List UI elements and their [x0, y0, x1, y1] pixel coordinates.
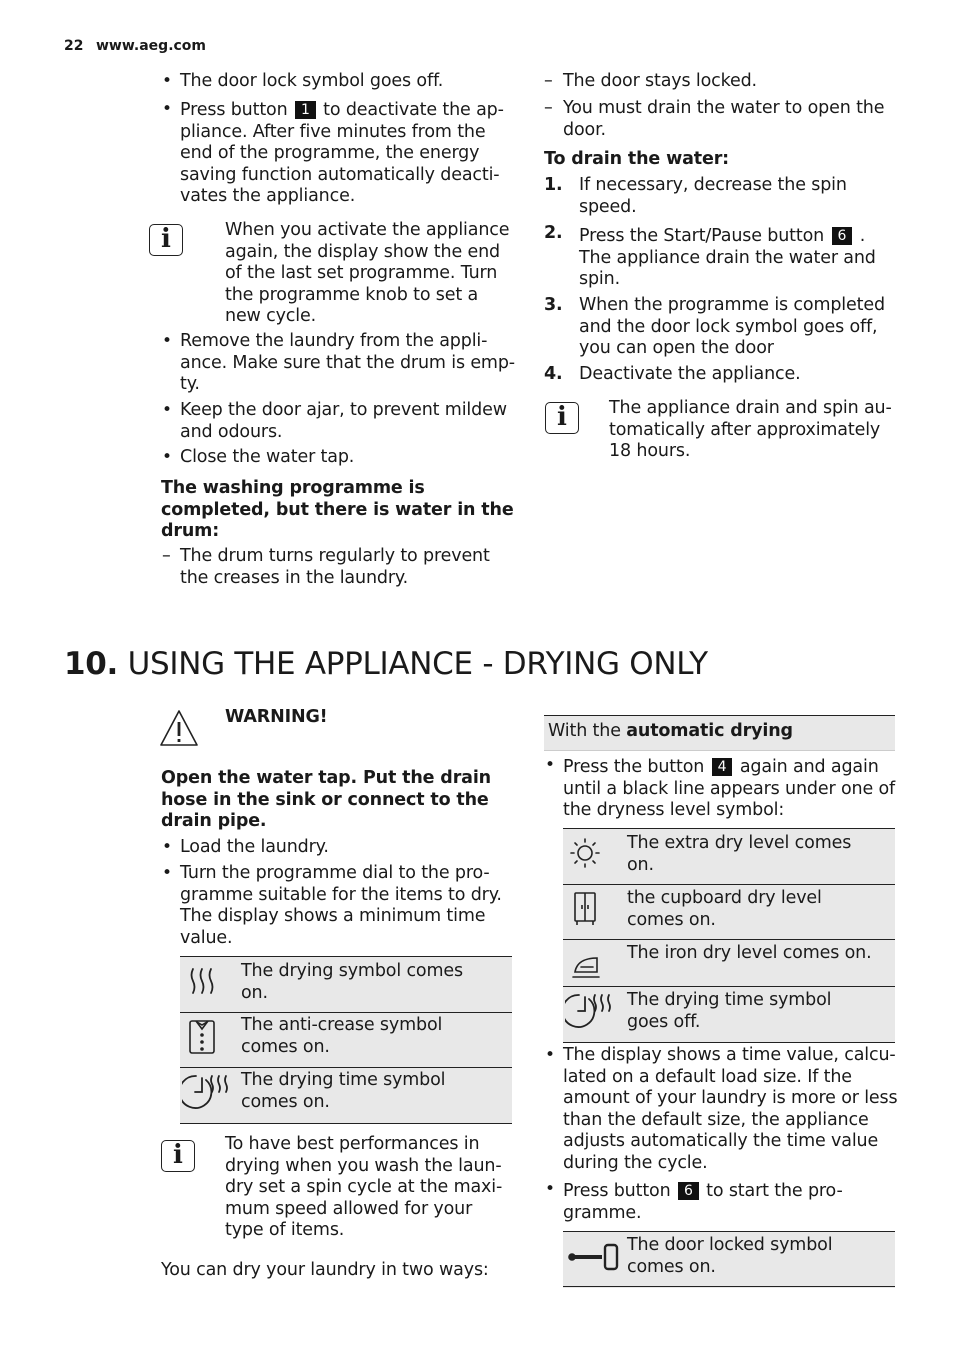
info-line: When you activate the appliance — [225, 220, 510, 240]
heading-line: drum: — [161, 521, 220, 541]
drain-step-1 — [579, 175, 847, 218]
drain-step-4: Deactivate the appliance. — [579, 364, 801, 384]
symbol-text — [241, 1015, 442, 1058]
warning-label: WARNING! — [225, 707, 328, 727]
drain-heading: To drain the water: — [544, 149, 730, 169]
dry-bullet-1: Load the laundry. — [180, 837, 329, 857]
bullet-line: value. — [180, 927, 233, 948]
step-line: The appliance drain the water and — [579, 247, 876, 268]
table-row — [180, 1012, 512, 1067]
drain-step-3 — [579, 295, 885, 360]
drying-time-icon — [565, 991, 613, 1031]
symbol-line: The drying time symbol — [627, 990, 832, 1010]
info-line: of the last set programme. Turn — [225, 263, 498, 283]
header-bold: automatic drying — [626, 721, 793, 741]
section-title — [64, 646, 708, 682]
symbol-line: The extra dry level comes — [627, 833, 852, 853]
header-text — [548, 721, 793, 743]
info-icon: i — [149, 224, 183, 256]
table-row — [563, 986, 895, 1043]
extra-dry-icon — [569, 837, 601, 869]
section-number: 10. — [64, 646, 119, 682]
symbol-text — [241, 961, 463, 1004]
cupboard-dry-icon — [572, 891, 598, 927]
symbol-text: The iron dry level comes on. — [627, 943, 872, 963]
symbol-line: comes on. — [241, 1091, 330, 1112]
door-locked-icon — [567, 1242, 621, 1272]
warning-line: Open the water tap. Put the drain — [161, 768, 491, 788]
table-row — [563, 939, 895, 986]
info-line: dry set a spin cycle at the maxi- — [225, 1177, 503, 1197]
info-note-1 — [225, 220, 515, 328]
info-line: again, the display show the end — [225, 241, 501, 262]
bullet-dot: • — [162, 837, 173, 857]
bullet-line: the dryness level symbol: — [563, 800, 785, 820]
info-note-3 — [225, 1134, 502, 1242]
dash-line: the creases in the laundry. — [180, 567, 409, 588]
info-line: mum speed allowed for your — [225, 1198, 473, 1219]
header-prefix: With the — [548, 721, 621, 741]
dry-ways-text: You can dry your laundry in two ways: — [161, 1260, 489, 1280]
button-4-key: 4 — [712, 758, 733, 776]
bullet-dot: • — [545, 1179, 556, 1199]
bullet-dot: • — [545, 1045, 556, 1065]
bullet-2-text: Press button — [180, 100, 288, 120]
auto-bullet-1 — [563, 757, 898, 822]
bullet-line: lated on a default load size. If the — [563, 1066, 852, 1087]
step-line: . — [859, 226, 866, 246]
bullet-line: until a black line appears under one of — [563, 778, 896, 799]
bullet-line: gramme suitable for the items to dry. — [180, 884, 502, 905]
bullet-2-text: end of the programme, the energy — [180, 143, 480, 163]
drain-step-2 — [579, 226, 899, 291]
symbol-text — [627, 1235, 832, 1278]
bullet-dot: • — [162, 863, 173, 883]
dash-line: The drum turns regularly to prevent — [180, 546, 490, 566]
symbol-text — [627, 833, 851, 876]
bullet-2-text: vates the appliance. — [180, 186, 356, 206]
button-1-key: 1 — [295, 101, 316, 119]
bullet-line: adjusts automatically the time value — [563, 1131, 879, 1151]
info-line: new cycle. — [225, 306, 317, 326]
site-url: www.aeg.com — [96, 38, 207, 54]
warning-icon — [159, 709, 199, 747]
bullet-line: amount of your laundry is more or less — [563, 1088, 898, 1108]
table-row — [563, 1231, 895, 1287]
info-line: drying when you wash the laun- — [225, 1155, 502, 1176]
symbol-line: on. — [241, 982, 268, 1003]
page-number: 22 — [64, 38, 84, 54]
symbol-line: on. — [627, 854, 654, 875]
info-line: the programme knob to set a — [225, 284, 479, 305]
symbol-line: comes on. — [627, 909, 716, 930]
bullet-line: and odours. — [180, 421, 283, 442]
info-line: The appliance drain and spin au- — [609, 398, 892, 418]
symbol-line: comes on. — [241, 1036, 330, 1057]
dash: – — [162, 546, 171, 566]
step-number: 1. — [544, 175, 563, 195]
info-line: tomatically after approximately — [609, 419, 881, 440]
step-number: 2. — [544, 223, 563, 243]
warning-text — [161, 768, 491, 833]
bullet-line: ance. Make sure that the drum is emp- — [180, 352, 515, 373]
step-line: speed. — [579, 196, 637, 217]
bullet-line: Turn the programme dial to the pro- — [180, 863, 490, 883]
info-icon: i — [545, 402, 579, 434]
bullet-line: Press the button — [563, 757, 705, 777]
symbol-line: The drying time symbol — [241, 1070, 446, 1090]
iron-dry-icon — [571, 952, 601, 980]
dash: – — [544, 98, 553, 118]
info-line: To have best performances in — [225, 1134, 480, 1154]
symbol-text — [241, 1070, 445, 1113]
dry-bullet-2 — [180, 863, 502, 949]
drying-time-icon — [182, 1072, 230, 1112]
symbol-line: the cupboard dry level — [627, 888, 822, 908]
bullet-dot: • — [162, 400, 173, 420]
bullet-line: to start the pro- — [706, 1181, 843, 1201]
bullet-2-text: saving function automatically deacti- — [180, 164, 500, 185]
bullet-line: gramme. — [563, 1202, 642, 1223]
info-line: 18 hours. — [609, 441, 691, 461]
bullet-line: The display shows a minimum time — [180, 906, 486, 926]
left-bullet-5: Close the water tap. — [180, 447, 355, 467]
step-number: 4. — [544, 364, 563, 384]
symbol-line: goes off. — [627, 1011, 701, 1032]
table-row — [563, 828, 895, 884]
warning-line: drain pipe. — [161, 811, 267, 831]
right-dash-2 — [563, 98, 884, 141]
left-bullet-1: The door lock symbol goes off. — [180, 71, 444, 91]
section-title-text: USING THE APPLIANCE - DRYING ONLY — [127, 646, 708, 682]
auto-bullet-2 — [563, 1045, 897, 1174]
symbol-line: The anti-crease symbol — [241, 1015, 443, 1035]
bullet-line: again and again — [739, 757, 879, 777]
auto-bullet-3 — [563, 1181, 898, 1224]
info-line: type of items. — [225, 1220, 345, 1240]
symbol-line: The drying symbol comes — [241, 961, 463, 981]
step-line: you can open the door — [579, 338, 774, 358]
heading-line: completed, but there is water in the — [161, 499, 514, 520]
bullet-line: ty. — [180, 374, 200, 394]
bullet-line: Press button — [563, 1181, 671, 1201]
drying-symbols-table — [180, 956, 512, 1124]
bullet-dot: • — [162, 71, 173, 91]
door-locked-table — [563, 1231, 895, 1288]
step-number: 3. — [544, 295, 563, 315]
dash-line: You must drain the water to open the — [563, 98, 885, 118]
button-6-key: 6 — [678, 1182, 699, 1200]
left-bullet-2 — [180, 100, 520, 208]
anti-crease-icon — [188, 1019, 216, 1055]
step-line: Press the Start/Pause button — [579, 226, 825, 246]
left-dash-1 — [180, 546, 490, 589]
automatic-drying-header — [544, 715, 895, 751]
table-row — [180, 1067, 512, 1124]
dryness-level-table — [563, 828, 895, 1043]
bullet-2-text: to deactivate the ap- — [323, 100, 504, 120]
step-line: If necessary, decrease the spin — [579, 175, 847, 195]
bullet-line: Remove the laundry from the appli- — [180, 331, 488, 351]
bullet-2-text: pliance. After five minutes from the — [180, 121, 486, 142]
step-line: and the door lock symbol goes off, — [579, 316, 878, 337]
bullet-line: than the default size, the appliance — [563, 1109, 869, 1130]
dash: – — [544, 71, 553, 91]
table-row — [563, 884, 895, 939]
info-note-2 — [609, 398, 892, 463]
bullet-dot: • — [545, 755, 556, 775]
drying-icon — [188, 965, 216, 997]
bullet-line: The display shows a time value, calcu- — [563, 1045, 896, 1065]
symbol-text — [627, 990, 831, 1033]
symbol-line: comes on. — [627, 1256, 716, 1277]
right-dash-1: The door stays locked. — [563, 71, 757, 91]
dash-line: door. — [563, 119, 606, 140]
warning-line: hose in the sink or connect to the — [161, 789, 489, 810]
bullet-line: Keep the door ajar, to prevent mildew — [180, 400, 507, 420]
info-icon: i — [161, 1140, 195, 1172]
heading-line: The washing programme is — [161, 478, 425, 498]
button-6-key: 6 — [832, 227, 853, 245]
symbol-line: The door locked symbol — [627, 1235, 833, 1255]
left-bullet-3 — [180, 331, 515, 396]
bullet-dot: • — [162, 99, 173, 119]
water-in-drum-heading — [161, 478, 514, 543]
table-row — [180, 956, 512, 1012]
bullet-line: during the cycle. — [563, 1152, 708, 1173]
symbol-text — [627, 888, 822, 931]
step-line: When the programme is completed — [579, 295, 885, 315]
bullet-dot: • — [162, 447, 173, 467]
left-bullet-4 — [180, 400, 507, 443]
step-line: spin. — [579, 269, 620, 289]
bullet-dot: • — [162, 331, 173, 351]
